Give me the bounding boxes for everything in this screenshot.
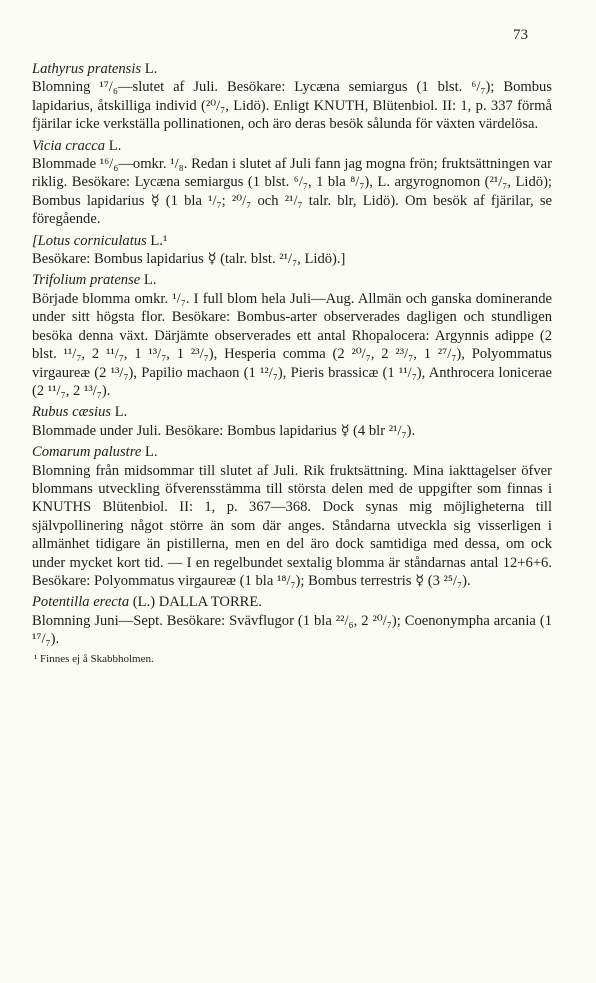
species-heading bbox=[32, 443, 552, 461]
species-heading bbox=[32, 593, 552, 611]
species-author: L.¹ bbox=[150, 232, 168, 249]
species-description: Blomning Juni—Sept. Besökare: Svävflugor (1 bla ²²/₆, 2 ²⁰/₇); Coenonympha arcania (1 ¹⁷/₇). bbox=[32, 612, 552, 648]
species-name: [Lotus corniculatus bbox=[32, 232, 147, 249]
main-text bbox=[32, 60, 552, 666]
species-author: L. bbox=[144, 444, 158, 461]
species-author: L. bbox=[143, 272, 157, 289]
species-entry bbox=[32, 403, 552, 440]
species-entry bbox=[32, 271, 552, 400]
species-name: Potentilla erecta bbox=[32, 594, 130, 611]
species-name: Trifolium pratense bbox=[32, 272, 141, 289]
species-name: Vicia cracca bbox=[32, 137, 106, 154]
species-entry bbox=[32, 232, 552, 269]
species-author: L. bbox=[144, 61, 158, 77]
species-heading bbox=[32, 271, 552, 289]
species-heading bbox=[32, 403, 552, 421]
species-description: Blommade ¹⁶/₆—omkr. ¹/₈. Redan i slutet af Juli fann jag mogna frön; fruktsättningen var riklig. Besökare: Lycæna semiargus (1 blst. ⁶/₇, 1 bla ⁸/₇), L. argyrognomon (²¹/₇, Lidö); Bombus lapidarius ☿ (1 bla ¹/₇; ²⁰/₇ och ²¹/₇ talr. blr, Lidö). Om besök af fjärilar, se föregående. bbox=[32, 156, 552, 228]
species-name: Lathyrus pratensis bbox=[32, 61, 142, 77]
species-name: Comarum palustre bbox=[32, 444, 142, 461]
species-entry bbox=[32, 593, 552, 648]
species-description: Besökare: Bombus lapidarius ☿ (talr. blst. ²¹/₇, Lidö).] bbox=[32, 251, 346, 268]
footnote: ¹ Finnes ej å Skabbholmen. bbox=[34, 652, 154, 665]
species-entry bbox=[32, 60, 552, 134]
species-description: Blomning från midsommar till slutet af Juli. Rik fruktsättning. Mina iakttagelser öfver blommans utveckling öfverensstämma till största delen med de uppgifter som finnas i KNUTHS Blütenbiol. II: 1, p. 367—368. Dock synas mig möjligheterna till självpollinering något större än som där anges. Ståndarna utveckla sig visserligen i allmänhet tidigare än pistillerna, men en del äro dock samtidiga med dessa, om ock under mycket kort tid. — I en regelbundet sextalig blomma är ståndarnas antal 12+6+6. Besökare: Polyommatus virgaureæ (1 bla ¹⁸/₇); Bombus terrestris ☿ (3 ²⁵/₇). bbox=[32, 462, 552, 589]
species-name: Rubus cæsius bbox=[32, 404, 112, 421]
species-heading bbox=[32, 137, 552, 155]
species-description: Blomning ¹⁷/₆—slutet af Juli. Besökare: Lycæna semiargus (1 blst. ⁶/₇); Bombus lapidarius, åtskilliga individ (²⁰/₇, Lidö). Enligt KNUTH, Blütenbiol. II: 1, p. 337 förmå fjärilar icke verkställa pollinationen, och äro deras besök sålunda för växten värdelösa. bbox=[32, 79, 552, 133]
species-author: L. bbox=[114, 404, 128, 421]
species-heading bbox=[32, 232, 552, 250]
species-author: L. bbox=[108, 137, 122, 154]
species-description: Började blomma omkr. ¹/₇. I full blom hela Juli—Aug. Allmän och ganska dominerande under sitt högsta flor. Besökare: Bombus-arter observerades dagligen och stundligen besöka denna växt. Därjämte observerades ett antal Rhopalocera: Argynnis adippe (2 blst. ¹¹/₇, 2 ¹¹/₇, 1 ¹³/₇, 1 ²³/₇), Hesperia comma (2 ²⁰/₇, 2 ²³/₇, 1 ²⁷/₇), Polyommatus virgaureæ (2 ¹³/₇), Papilio machaon (1 ¹²/₇), Pieris brassicæ (1 ¹¹/₇), Anthrocera lonicerae (2 ¹¹/₇, 2 ¹³/₇). bbox=[32, 290, 552, 399]
species-entry bbox=[32, 443, 552, 590]
species-description: Blommade under Juli. Besökare: Bombus lapidarius ☿ (4 blr ²¹/₇). bbox=[32, 422, 416, 439]
species-entry bbox=[32, 137, 552, 229]
page-number: 73 bbox=[513, 27, 528, 43]
species-heading bbox=[32, 60, 552, 78]
species-author: (L.) DALLA TORRE. bbox=[132, 594, 262, 611]
